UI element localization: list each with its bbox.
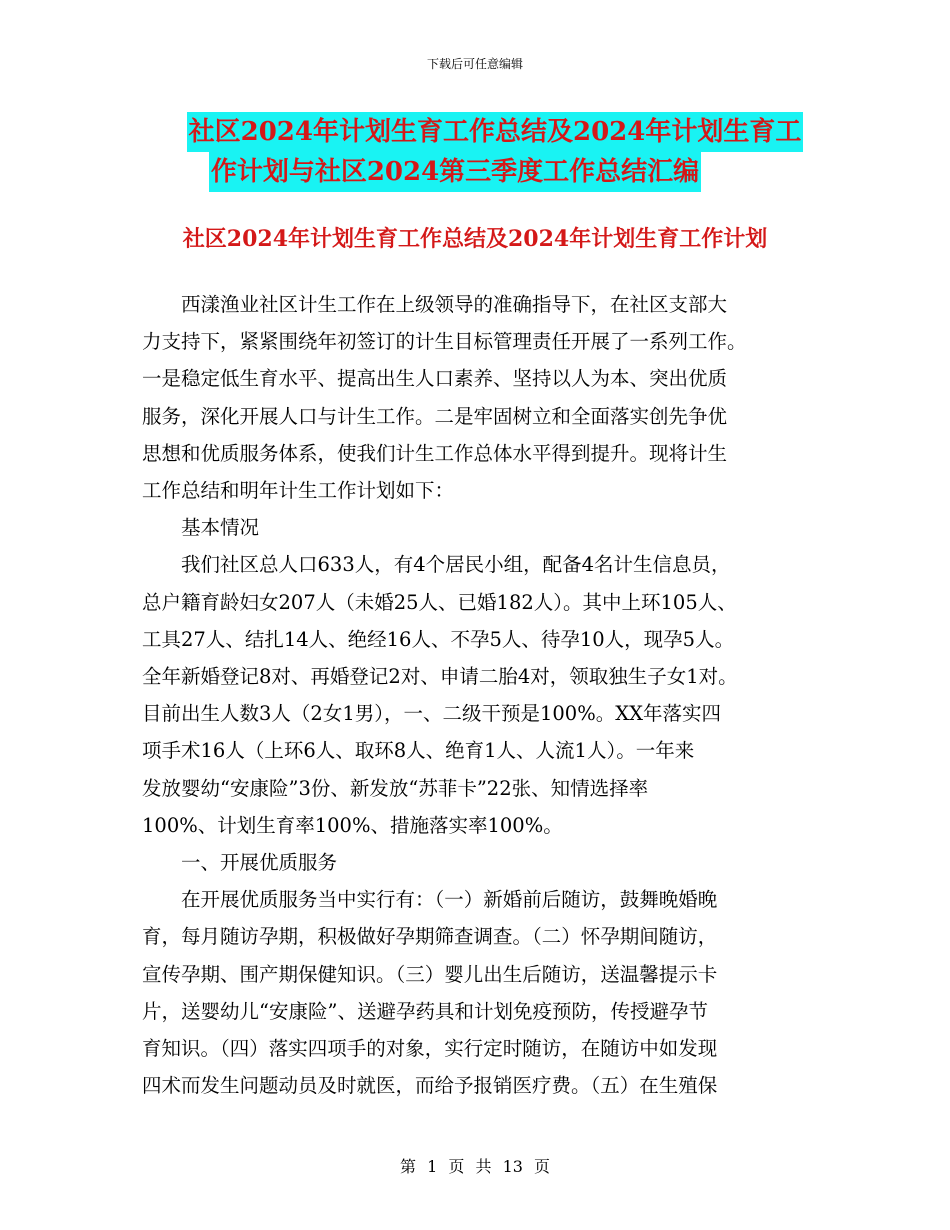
page-header: 下载后可任意编辑 xyxy=(426,57,523,71)
document-title xyxy=(0,112,950,192)
body-line: 服务，深化开展人口与计生工作。二是牢固树立和全面落实创先争优 xyxy=(142,404,728,428)
footer-di: 第 xyxy=(399,1157,416,1176)
title-line-1: 社区2024年计划生育工作总结及2024年计划生育工 xyxy=(187,112,804,152)
body-line: 我们社区总人口633人，有4个居民小组，配备4名计生信息员， xyxy=(142,553,731,577)
section-title: 社区2024年计划生育工作总结及2024年计划生育工作计划 xyxy=(182,226,768,252)
body-line: 发放婴幼“安康险”3份、新发放“苏菲卡”22张、知情选择率 xyxy=(142,776,649,800)
body-line: 片，送婴幼儿“安康险”、送避孕药具和计划免疫预防，传授避孕节 xyxy=(142,999,708,1023)
body-line: 总户籍育龄妇女207人（未婚25人、已婚182人）。其中上环105人、 xyxy=(142,590,737,614)
footer-gong: 共 xyxy=(475,1157,492,1176)
body-line: 育知识。（四）落实四项手的对象，实行定时随访，在随访中如发现 xyxy=(142,1037,718,1061)
body-line: 全年新婚登记8对、再婚登记2对、申请二胎4对，领取独生子女1对。 xyxy=(142,665,738,689)
body-line: 思想和优质服务体系，使我们计生工作总体水平得到提升。现将计生 xyxy=(142,441,728,465)
body-line: 力支持下，紧紧围绕年初签订的计生目标管理责任开展了一系列工作。 xyxy=(142,330,747,354)
body-line: 宣传孕期、围产期保健知识。（三）婴儿出生后随访，送温馨提示卡 xyxy=(142,962,718,986)
page-footer xyxy=(0,1154,950,1177)
body-line: 育，每月随访孕期，积极做好孕期筛查调查。（二）怀孕期间随访， xyxy=(142,925,718,949)
body-line: 100%、计划生育率100%、措施落实率100%。 xyxy=(142,813,563,837)
body-line: 目前出生人数3人（2女1男），一、二级干预是100%。XX年落实四 xyxy=(142,702,721,726)
body-line: 西漾渔业社区计生工作在上级领导的准确指导下，在社区支部大 xyxy=(142,293,728,316)
page-number: 1 xyxy=(427,1157,438,1176)
footer-ye: 页 xyxy=(448,1157,465,1176)
body-line: 项手术16人（上环6人、取环8人、绝育1人、人流1人）。一年来 xyxy=(142,739,695,763)
title-line-2: 作计划与社区2024第三季度工作总结汇编 xyxy=(209,152,701,192)
body-line: 一、开展优质服务 xyxy=(142,851,338,875)
total-pages: 13 xyxy=(502,1157,523,1176)
body-line: 工作总结和明年计生工作计划如下： xyxy=(142,479,455,503)
body-line: 四术而发生问题动员及时就医，而给予报销医疗费。（五）在生殖保 xyxy=(142,1074,718,1098)
body-line: 基本情况 xyxy=(142,516,260,540)
footer-ye2: 页 xyxy=(534,1157,551,1176)
body-line: 工具27人、结扎14人、绝经16人、不孕5人、待孕10人，现孕5人。 xyxy=(142,627,735,651)
body-line: 在开展优质服务当中实行有：（一）新婚前后随访，鼓舞晚婚晚 xyxy=(142,888,718,912)
body-line: 一是稳定低生育水平、提高出生人口素养、坚持以人为本、突出优质 xyxy=(142,367,728,391)
body-text xyxy=(142,286,827,1104)
